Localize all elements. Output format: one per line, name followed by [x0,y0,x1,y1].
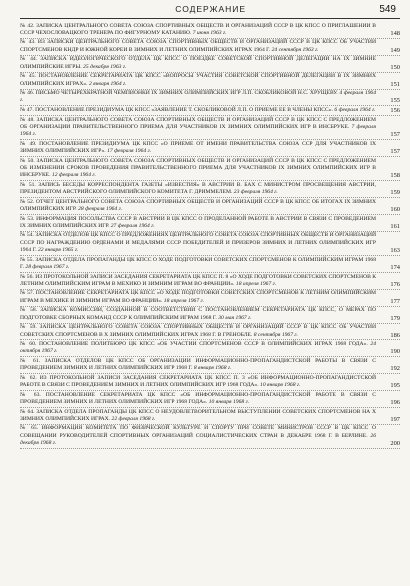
toc-entry-text-block [20,199,382,214]
toc-entry-date: 18 апреля 1967 г. [235,280,277,287]
toc-entry [20,232,400,256]
toc-entry-date: 23 февраля 1964 г. [233,189,278,196]
toc-entry-date: 24 октября 1967 г. [20,341,377,355]
toc-entry-page-number: 151 [390,80,400,88]
toc-entry [20,408,400,425]
toc-entry-text-block [20,39,382,54]
toc-entry-title: № 51. ЗАПИСЬ БЕСЕДЫ КОРРЕСПОНДЕНТА ГАЗЕТЫ «ИЗВЕСТИЯ» В АВСТРИИ В. БАХ С МИНИСТРОМ ПРОСВЕЩЕНИЯ АВСТРИИ, ПРЕЗИДЕНТОМ АВСТРИЙСКОГО ОЛИМПИЙСКОГО КОМИТЕТА Г. ДРИММЕЛЕМ. [20,181,376,196]
toc-entry-page-number: 190 [390,348,400,356]
toc-entry [20,290,400,307]
toc-entry [20,39,400,56]
toc-entry [20,307,400,324]
toc-entry-text-block [20,73,382,88]
toc-entry-date: 7 июня 1963 г. [192,29,227,36]
toc-entry-date: 4 февраля 1964 г. [20,90,377,104]
toc-entry-text-block [20,409,382,424]
toc-entry-text-block [20,23,382,38]
toc-entry-page-number: 160 [390,206,400,214]
toc-entry-date: 17 февраля 1964 г. [107,148,152,155]
toc-entry-page-number: 177 [390,297,400,305]
toc-entry-date: 2 января 1964 г. [88,80,127,87]
page-header [20,0,400,19]
page-number: 549 [379,3,396,15]
toc-entry-date: 28 февраля 1967 г. [25,264,70,270]
toc-entry-date: 26 декабря 1968 г. [20,432,376,447]
toc-entry-date: 22 февраля 1968 г. [111,415,156,422]
toc-entry-text-block [20,56,382,71]
toc-entry-text-block [20,141,382,156]
toc-entry-page-number: 179 [390,314,400,322]
toc-entry-text-block [20,216,382,231]
toc-entry-text-block [20,117,382,139]
toc-entry-page-number: 148 [390,29,400,37]
toc-entry [20,181,400,198]
toc-entry-date: 8 января 1968 г. [193,365,232,372]
toc-entry-page-number: 176 [390,280,400,288]
toc-entry-date: 12 февраля 1964 г. [51,172,96,179]
toc-entry-text-block [20,90,382,105]
toc-entry-page-number: 196 [390,399,400,406]
toc-entry-text-block [20,257,382,272]
toc-entry-date: 10 января 1968 г. [208,399,250,405]
toc-entry [20,256,400,273]
table-of-contents [20,22,400,449]
toc-entry-title: № 53. ИНФОРМАЦИЯ ПОСОЛЬСТВА СССР В АВСТРИИ В ЦК КПСС О ПРОДЕЛАННОЙ РАБОТЕ В АВСТРИИ В СВЯЗИ С ПРОВЕДЕНИЕМ IX ЗИМНИХ ОЛИМПИЙСКИХ ИГР. [20,215,376,229]
toc-entry-title: № 48. ЗАПИСКА ЦЕНТРАЛЬНОГО СОВЕТА СОЮЗА СПОРТИВНЫХ ОБЩЕСТВ И ОРГАНИЗАЦИЙ СССР В ЦК КПСС С ПРЕДЛОЖЕНИЕМ ОБ ОРГАНИЗАЦИИ ПРАВИТЕЛЬСТВЕННОГО ПРИЕМА ДЛЯ УЧАСТНИКОВ IX ЗИМНИХ ОЛИМПИЙСКИХ ИГР В ИНСБРУКЕ. [20,116,376,130]
toc-entry-text-block [20,341,382,356]
toc-entry [20,140,400,157]
toc-entry [20,391,400,408]
toc-entry-text-block [20,324,382,339]
toc-entry-text-block [20,232,382,254]
toc-entry-text-block [20,274,382,289]
toc-entry-date: 18 апреля 1967 г. [163,297,205,304]
toc-entry-text-block [20,290,382,305]
toc-entry-title: № 57. ПОСТАНОВЛЕНИЕ СЕКРЕТАРИАТА ЦК КПСС «О ХОДЕ ПОДГОТОВКИ СОВЕТСКИХ СПОРТСМЕНОВ К ЛЕТНИМ ОЛИМПИЙСКИМ ИГРАМ В МЕХИКЕ И ЗИМНИМ ИГРАМ ВО ФРАНЦИИ». [20,290,376,304]
toc-entry-page-number: 200 [390,440,400,448]
toc-entry-page-number: 186 [390,331,400,339]
toc-entry-title: № 61. ЗАПИСКА ОТДЕЛОВ ЦК КПСС ОБ ОРГАНИЗАЦИИ ИНФОРМАЦИОННО-ПРОПАГАНДИСТСКОЙ РАБОТЫ В СВЯЗИ С ПРОВЕДЕНИЕМ ЗИМНИХ И ЛЕТНИХ ОЛИМПИЙСКИХ ИГР 1968 Г. [20,357,376,372]
toc-entry-title: № 64. ЗАПИСКА ОТДЕЛА ПРОПАГАНДЫ ЦК КПСС О НЕУДОВЛЕТВОРИТЕЛЬНОМ ВЫСТУПЛЕНИИ СОВЕТСКИХ СПОРТСМЕНОВ НА X ЗИМНИХ ОЛИМПИЙСКИХ ИГРАХ. [20,408,376,422]
toc-entry [20,106,400,116]
toc-entry-title: № 60. ПОСТАНОВЛЕНИЕ ПОЛИТБЮРО ЦК КПСС «ОБ УЧАСТИИ СПОРТСМЕНОВ СССР В ОЛИМПИЙСКИХ ИГРАХ 1968 ГОДА». [20,341,368,348]
toc-entry [20,324,400,341]
toc-entry-page-number: 161 [390,222,400,230]
toc-entry-title: № 43. ИЗ ЗАПИСКИ ЦЕНТРАЛЬНОГО СОВЕТА СОЮЗА СПОРТИВНЫХ ОБЩЕСТВ И ОРГАНИЗАЦИЙ СССР В ЦК КПСС ОБ УЧАСТИИ СПОРТСМЕНОВ КНДР И ЮЖНОЙ КОРЕИ В ЗИМНИХ И ЛЕТНИХ ОЛИМПИЙСКИХ ИГРАХ 1964 Г. [20,39,376,53]
toc-entry-title: № 55. ЗАПИСКА ОТДЕЛА ПРОПАГАНДЫ ЦК КПСС О ХОДЕ ПОДГОТОВКИ СОВЕТСКИХ СПОРТСМЕНОВ К ОЛИМПИЙСКИМ ИГРАМ 1968 Г. [20,256,376,270]
toc-entry-date: 6 февраля 1964 г. [334,106,376,113]
toc-entry-date: 22 января 1965 г. [38,247,79,254]
toc-entry-text-block [20,107,382,114]
toc-entry-date: 8 сентября 1967 г. [253,331,298,338]
toc-entry-date: 27 февраля 1964 г. [110,222,155,229]
toc-entry-date: 7 февраля 1964 г. [20,123,376,138]
toc-entry-text-block [20,358,382,373]
toc-entry-title: № 63. ПОСТАНОВЛЕНИЕ СЕКРЕТАРИАТА ЦК КПСС «ОБ ИНФОРМАЦИОННО-ПРОПАГАНДИСТСКОЙ РАБОТЕ В СВЯЗИ С ПРОВЕДЕНИЕМ ЗИМНИХ И ЛЕТНИХ ОЛИМПИЙСКИХ ИГР 1968 ГОДА». [20,391,376,405]
toc-entry-text-block [20,425,382,447]
toc-entry-title: № 56. ИЗ ПРОТОКОЛЬНОЙ ЗАПИСИ ЗАСЕДАНИЯ СЕКРЕТАРИАТА ЦК КПСС П. 8 «О ХОДЕ ПОДГОТОВКИ СОВЕТСКИХ СПОРТСМЕНОВ К ЛЕТНИМ ОЛИМПИЙСКИМ ИГРАМ В МЕХИКО И ЗИМНИМ ИГРАМ ВО ФРАНЦИИ». [20,273,376,287]
toc-entry [20,340,400,357]
toc-entry-title: № 44. ЗАПИСКА ИДЕОЛОГИЧЕСКОГО ОТДЕЛА ЦК КПСС О ПОЕЗДКЕ СОВЕТСКОЙ СПОРТИВНОЙ ДЕЛЕГАЦИИ НА IX ЗИМНИЕ ОЛИМПИЙСКИЕ ИГРЫ. [20,56,376,70]
toc-entry [20,22,400,39]
toc-entry-title: № 52. ОТЧЕТ ЦЕНТРАЛЬНОГО СОВЕТА СОЮЗА СПОРТИВНЫХ ОБЩЕСТВ И ОРГАНИЗАЦИЙ СССР В ЦК КПСС ОБ ИТОГАХ IX ЗИМНИХ ОЛИМПИЙСКИХ ИГР. [20,198,376,213]
toc-entry-page-number: 150 [390,63,400,71]
toc-entry-page-number: 156 [390,106,400,114]
toc-entry-title: № 58. ЗАПИСКА КОМИССИИ, СОЗДАННОЙ В СООТВЕТСТВИИ С ПОСТАНОВЛЕНИЕМ СЕКРЕТАРИАТА ЦК КПСС, О МЕРАХ ПО ПОДГОТОВКЕ СБОРНЫХ КОМАНД СССР К ОЛИМПИЙСКИМ ИГРАМ 1968 Г. [20,307,376,321]
toc-entry [20,157,400,181]
toc-entry [20,90,400,107]
toc-entry-page-number: 163 [390,247,400,255]
toc-entry-text-block [20,182,382,197]
toc-entry-title: № 50. ЗАПИСКА ЦЕНТРАЛЬНОГО СОВЕТА СОЮЗА СПОРТИВНЫХ ОБЩЕСТВ И ОРГАНИЗАЦИЙ СССР В ЦК КПСС С ПРЕДЛОЖЕНИЕМ ОБ ИЗМЕНЕНИИ СРОКОВ ПРОВЕДЕНИЯ ПРАВИТЕЛЬСТВЕННОГО ПРИЕМА ДЛЯ УЧАСТНИКОВ IX ЗИМНИХ ОЛИМПИЙСКИХ ИГР В ИНСБРУКЕ. [20,157,376,179]
toc-entry [20,56,400,73]
toc-entry-page-number: 149 [390,46,400,54]
toc-entry [20,374,400,391]
toc-entry [20,73,400,90]
toc-entry-title: № 47. ПОСТАНОВЛЕНИЕ ПРЕЗИДИУМА ЦК КПСС «ЗАЯВЛЕНИЕ Т. СКОБЛИКОВОЙ Л.П. О ПРИЕМЕ ЕЕ В ЧЛЕНЫ КПСС». [20,106,333,113]
toc-entry-date: 10 января 1968 г. [260,382,301,389]
toc-entry-page-number: 195 [390,382,400,390]
toc-entry-title: № 46. ПИСЬМО ЧЕТЫРЕХКРАТНОЙ ЧЕМПИОНКИ IX ЗИМНИХ ОЛИМПИЙСКИХ ИГР Л.П. СКОБЛИКОВОЙ Н.С. ХРУЩЕВУ. [20,90,338,97]
toc-entry-page-number: 174 [390,264,400,271]
toc-entry-page-number: 192 [390,365,400,373]
toc-entry-date: 28 февраля 1964 г. [78,206,123,213]
toc-entry-page-number: 159 [390,189,400,197]
toc-entry-page-number: 158 [390,172,400,180]
toc-entry [20,116,400,140]
toc-entry-text-block [20,158,382,180]
toc-entry-text-block [20,392,382,407]
toc-entry-page-number: 155 [390,97,400,105]
toc-entry-page-number: 197 [390,415,400,423]
running-title: СОДЕРЖАНИЕ [175,4,247,14]
toc-entry-text-block [20,307,382,322]
toc-entry-title: № 65. ИНФОРМАЦИЯ КОМИТЕТА ПО ФИЗИЧЕСКОЙ КУЛЬТУРЕ И СПОРТУ ПРИ СОВЕТЕ МИНИСТРОВ СССР В ЦК КПСС О СОВЕЩАНИИ РУКОВОДИТЕЛЕЙ СПОРТИВНЫХ ОРГАНИЗАЦИЙ СОЦИАЛИСТИЧЕСКИХ СТРАН В ДЕКАБРЕ 1968 Г. В БЕРЛИНЕ. [20,425,376,439]
toc-entry-title: № 49. ПОСТАНОВЛЕНИЕ ПРЕЗИДИУМА ЦК КПСС «О ПРИЕМЕ ОТ ИМЕНИ ПРАВИТЕЛЬСТВА СОЮЗА ССР ДЛЯ УЧАСТНИКОВ IX ЗИМНИХ ОЛИМПИЙСКИХ ИГР». [20,140,376,155]
toc-entry [20,215,400,232]
toc-entry-page-number: 157 [390,131,400,139]
toc-entry-title: № 42. ЗАПИСКА ЦЕНТРАЛЬНОГО СОВЕТА СОЮЗА СПОРТИВНЫХ ОБЩЕСТВ И ОРГАНИЗАЦИЙ СССР В ЦК КПСС О ПРИГЛАШЕНИИ В СССР ЧЕХОСЛОВАЦКОГО ТРЕНЕРА ПО ФИГУРНОМУ КАТАНИЮ. [20,22,376,36]
toc-entry [20,273,400,290]
toc-entry-date: 25 декабря 1963 г. [83,63,127,70]
toc-entry [20,198,400,215]
toc-entry-title: № 59. ЗАПИСКА ЦЕНТРАЛЬНОГО СОВЕТА СОЮЗА СПОРТИВНЫХ ОБЩЕСТВ И ОРГАНИЗАЦИЙ СССР В ЦК КПСС ОБ УЧАСТИИ СОВЕТСКИХ СПОРТСМЕНОВ В X ЗИМНИХ ОЛИМПИЙСКИХ ИГРАХ 1968 Г. В ГРЕНОБЛЕ. [20,324,376,338]
toc-entry-date: 30 мая 1967 г. [218,314,252,321]
toc-entry-date: 24 сентября 1963 г. [271,46,319,53]
toc-entry [20,425,400,449]
toc-entry-title: № 54. ЗАПИСКА ОТДЕЛОВ ЦК КПСС О ПРЕДЛОЖЕНИЯХ ЦЕНТРАЛЬНОГО СОВЕТА СОЮЗА СПОРТИВНЫХ ОБЩЕСТВ И ОРГАНИЗАЦИЙ СССР ПО НАГРАЖДЕНИЮ ОРДЕНАМИ И МЕДАЛЯМИ СССР ПОБЕДИТЕЛЕЙ И ПРИЗЕРОВ ЗИМНИХ И ЛЕТНИХ ОЛИМПИЙСКИХ ИГР 1964 Г. [20,232,376,254]
toc-entry-title: № 62. ИЗ ПРОТОКОЛЬНОЙ ЗАПИСИ ЗАСЕДАНИЯ СЕКРЕТАРИАТА ЦК КПСС П. 3 «ОБ ИНФОРМАЦИОННО-ПРОПАГАНДИСТСКОЙ РАБОТЕ В СВЯЗИ С ПРОВЕДЕНИЕМ ЗИМНИХ И ЛЕТНИХ ОЛИМПИЙСКИХ ИГР 1968 ГОДА». [20,374,376,389]
toc-entry-title: № 45. ПОСТАНОВЛЕНИЕ СЕКРЕТАРИАТА ЦК КПСС «ВОПРОСЫ УЧАСТИЯ СОВЕТСКОЙ СПОРТИВНОЙ ДЕЛЕГАЦИИ В IX ЗИМНИХ ОЛИМПИЙСКИХ ИГРАХ». [20,73,376,87]
toc-entry [20,357,400,374]
toc-entry-page-number: 157 [390,148,400,156]
toc-entry-text-block [20,375,382,390]
